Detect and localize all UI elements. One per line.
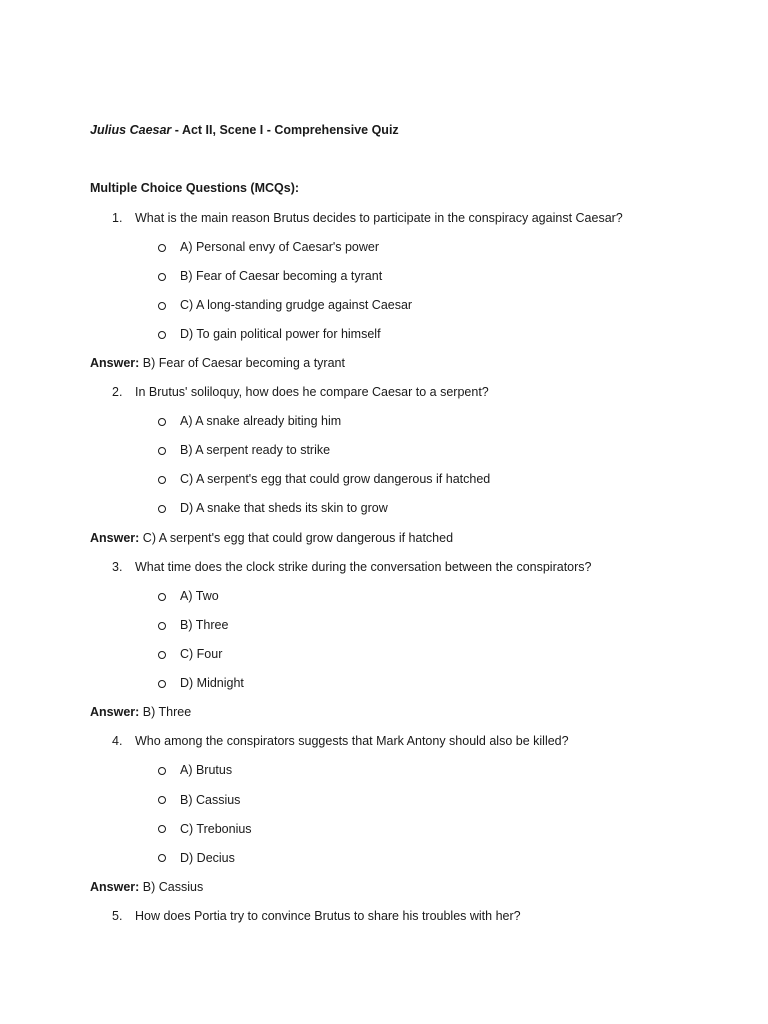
question-text: Who among the conspirators suggests that Mark Antony should also be killed? — [135, 734, 569, 748]
option-bullet-icon — [158, 825, 166, 833]
option-bullet-icon — [158, 244, 166, 252]
section-heading: Multiple Choice Questions (MCQs): — [90, 181, 300, 195]
option-bullet-icon — [158, 651, 166, 659]
document-title — [90, 122, 399, 138]
option-bullet-icon — [158, 418, 166, 426]
option-bullet-icon — [158, 680, 166, 688]
answer-label: Answer: — [90, 705, 140, 719]
option-text: A) Two — [180, 589, 219, 603]
option-text: B) Three — [180, 618, 229, 632]
option-bullet-icon — [158, 622, 166, 630]
question-number: 4. — [112, 734, 123, 748]
option-bullet-icon — [158, 593, 166, 601]
question-text: In Brutus' soliloquy, how does he compare Caesar to a serpent? — [135, 385, 489, 399]
option-text: C) A serpent's egg that could grow dangerous if hatched — [180, 472, 491, 486]
answer-text: B) Fear of Caesar becoming a tyrant — [139, 356, 345, 370]
option-text: D) A snake that sheds its skin to grow — [180, 501, 388, 515]
option-bullet-icon — [158, 767, 166, 775]
option-bullet-icon — [158, 476, 166, 484]
answer-text: C) A serpent's egg that could grow dangerous if hatched — [139, 531, 454, 545]
option-text: B) Fear of Caesar becoming a tyrant — [180, 269, 383, 283]
answer-line — [90, 704, 191, 720]
question-text: What is the main reason Brutus decides to participate in the conspiracy against Caesar? — [135, 211, 623, 225]
option-text: A) A snake already biting him — [180, 414, 342, 428]
option-text: D) Midnight — [180, 676, 244, 690]
option-bullet-icon — [158, 302, 166, 310]
option-bullet-icon — [158, 854, 166, 862]
question-number: 3. — [112, 560, 123, 574]
answer-line — [90, 879, 203, 895]
answer-label: Answer: — [90, 531, 140, 545]
option-text: C) Trebonius — [180, 822, 252, 836]
question-number: 2. — [112, 385, 123, 399]
option-text: A) Personal envy of Caesar's power — [180, 240, 380, 254]
option-text: C) Four — [180, 647, 223, 661]
question-number: 1. — [112, 211, 123, 225]
answer-line — [90, 355, 345, 371]
question-text: What time does the clock strike during the conversation between the conspirators? — [135, 560, 592, 574]
option-bullet-icon — [158, 273, 166, 281]
option-text: C) A long-standing grudge against Caesar — [180, 298, 413, 312]
question-text: How does Portia try to convince Brutus to share his troubles with her? — [135, 909, 521, 923]
option-bullet-icon — [158, 447, 166, 455]
question-number: 5. — [112, 909, 123, 923]
option-bullet-icon — [158, 796, 166, 804]
answer-text: B) Three — [139, 705, 192, 719]
option-text: B) A serpent ready to strike — [180, 443, 331, 457]
answer-line — [90, 530, 453, 546]
option-text: B) Cassius — [180, 793, 241, 807]
title-subtitle: - Act II, Scene I - Comprehensive Quiz — [171, 123, 399, 137]
title-play-name: Julius Caesar — [90, 123, 172, 137]
option-text: A) Brutus — [180, 763, 233, 777]
option-text: D) Decius — [180, 851, 235, 865]
answer-text: B) Cassius — [139, 880, 204, 894]
option-text: D) To gain political power for himself — [180, 327, 381, 341]
answer-label: Answer: — [90, 356, 140, 370]
answer-label: Answer: — [90, 880, 140, 894]
option-bullet-icon — [158, 331, 166, 339]
option-bullet-icon — [158, 505, 166, 513]
